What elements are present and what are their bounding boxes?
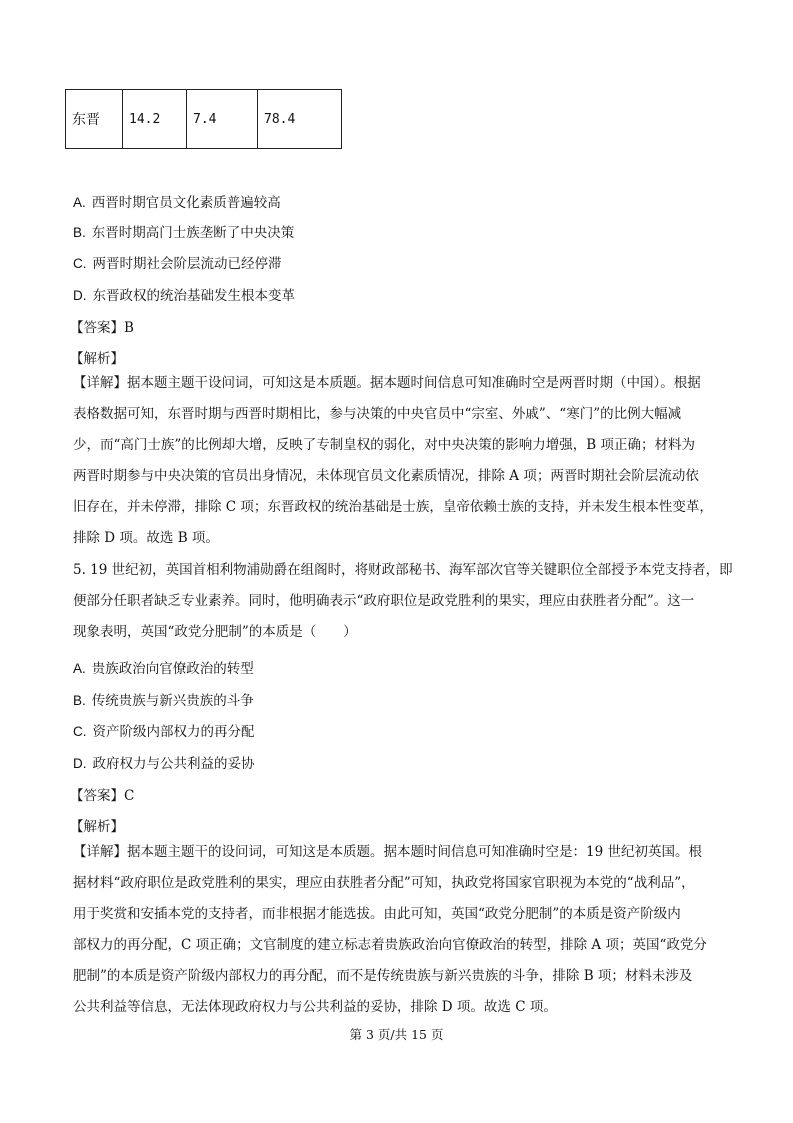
detail-line: 公共利益等信息，无法体现政府权力与公共利益的妥协，排除 D 项。故选 C 项。: [73, 999, 557, 1015]
detail-line: 据材料“政府职位是政党胜利的果实，理应由获胜者分配”可知，执政党将国家官职视为本党的“战利品”，: [73, 875, 695, 891]
option-letter: D.: [73, 756, 87, 771]
q5-option-d: [73, 752, 255, 772]
q5-option-c: [73, 720, 255, 740]
q5-analysis-label: 【解析】: [70, 819, 124, 835]
option-text: 贵族政治向官僚政治的转型: [91, 661, 254, 677]
option-text: 东晋政权的统治基础发生根本变革: [92, 288, 295, 304]
stem-line: 便部分任职者缺乏专业素养。同时，他明确表示“政府职位是政党胜利的果实，理应由获胜者分配”。这一: [73, 593, 695, 609]
q4-analysis-label: 【解析】: [70, 351, 124, 367]
detail-line: 用于奖赏和安插本党的支持者，而非根据才能选拔。由此可知，英国“政党分肥制”的本质是资产阶级内: [73, 906, 681, 922]
q5-option-b: [73, 689, 254, 709]
option-letter: A.: [73, 195, 86, 210]
table-cell-value: 7.4: [187, 90, 258, 149]
data-table: [65, 89, 342, 149]
q5-answer: 【答案】C: [70, 788, 135, 804]
detail-line: 肥制”的本质是资产阶级内部权力的再分配，而不是传统贵族与新兴贵族的斗争，排除 B 项；材料未涉及: [73, 968, 693, 984]
detail-line: 少，而“高门士族”的比例却大增，反映了专制皇权的弱化，对中央决策的影响力增强，B 项正确；材料为: [73, 437, 696, 453]
q4-option-d: [73, 284, 295, 304]
page-footer: 第 3 页/共 15 页: [349, 1027, 444, 1042]
detail-line: 表格数据可知，东晋时期与西晋时期相比，参与决策的中央官员中“宗室、外戚”、“寒门”的比例大幅减: [73, 406, 682, 422]
option-letter: C.: [73, 724, 87, 739]
detail-line: 【详解】据本题主题干设问词，可知这是本质题。据本题时间信息可知准确时空是两晋时期（中国）。根据: [73, 375, 701, 391]
q5-detail: [73, 837, 723, 1023]
detail-line: 【详解】据本题主题干的设问词，可知这是本质题。据本题时间信息可知准确时空是：19 世纪初英国。根: [73, 844, 702, 860]
option-text: 政府权力与公共利益的妥协: [92, 756, 255, 772]
option-letter: D.: [73, 288, 87, 303]
q4-option-b: [73, 221, 294, 241]
detail-line: 部权力的再分配，C 项正确；文官制度的建立标志着贵族政治向官僚政治的转型，排除 A 项；英国“政党分: [73, 937, 707, 953]
stem-line: 现象表明，英国“政党分肥制”的本质是（ ）: [73, 624, 357, 640]
q5-stem: [73, 555, 733, 648]
option-letter: C.: [73, 256, 87, 271]
stem-line: 5. 19 世纪初，英国首相利物浦勋爵在组阁时，将财政部秘书、海军部次官等关键职位全部授予本党支持者，即: [73, 562, 733, 578]
option-letter: A.: [73, 661, 86, 676]
q5-option-a: [73, 657, 254, 677]
option-text: 西晋时期官员文化素质普遍较高: [91, 195, 281, 211]
q4-option-c: [73, 252, 282, 272]
table-row: [66, 90, 342, 149]
q4-answer: 【答案】B: [70, 320, 134, 336]
table-cell-value: 78.4: [258, 90, 342, 149]
option-text: 资产阶级内部权力的再分配: [92, 724, 255, 740]
option-letter: B.: [73, 225, 86, 240]
option-text: 两晋时期社会阶层流动已经停滞: [92, 256, 282, 272]
q4-detail: [73, 368, 723, 554]
option-text: 东晋时期高门士族垄断了中央决策: [91, 225, 295, 241]
detail-line: 旧存在，并未停滞，排除 C 项；东晋政权的统治基础是士族，皇帝依赖士族的支持，并未发生根本性变革，: [73, 499, 713, 515]
table-cell-value: 14.2: [123, 90, 187, 149]
option-letter: B.: [73, 693, 86, 708]
q4-option-a: [73, 191, 281, 211]
detail-line: 排除 D 项。故选 B 项。: [73, 530, 219, 546]
table-cell-period: 东晋: [66, 90, 123, 149]
detail-line: 两晋时期参与中央决策的官员出身情况，未体现官员文化素质情况，排除 A 项；两晋时期社会阶层流动依: [73, 468, 699, 484]
option-text: 传统贵族与新兴贵族的斗争: [91, 693, 254, 709]
